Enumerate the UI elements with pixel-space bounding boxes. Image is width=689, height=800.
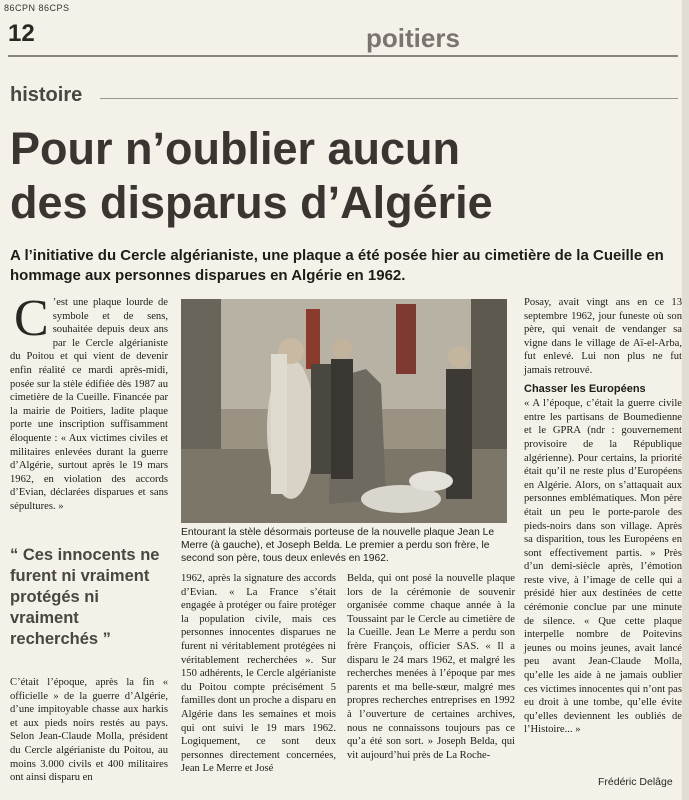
pull-quote xyxy=(10,545,170,650)
rubric-label: histoire xyxy=(10,84,83,106)
article-column-2 xyxy=(181,572,336,777)
pull-quote-text: “ Ces innocents ne furent ni vraiment protégés ni vraiment recherchés ” xyxy=(10,546,160,648)
article-column-4 xyxy=(524,296,682,738)
paragraph: « A l’époque, c’était la guerre civile entre les partisans de Boumedienne et le GPRA (ndr : gouvernement provisoire de la République algérienne). Pour certains, la priorité était qu’il ne reste plus d’Européens en Algérie. Alors, on s’attaquait aux personnes emblématiques. Mon père était un peu le porte-parole des pieds-noirs dans son village. Après sa disparition, tous les Européens en sont effectivement partis. » Près d’un demi-siècle après, l’émotion reste vive, à l’image de celle qui a présidé hier aux destinées de cette cérémonie conclue par une minute de silence. « Que cette plaque interpelle nombre de Poitevins jeunes ou moins jeunes, avait lancé peu avant Jean-Claude Molla, qu’elle les aide à ne jamais oublier ces victimes innocentes qui n’ont pas eu droit à une tombe, qu’elle évite qu’elles deviennent les oubliés de l’Histoire... » xyxy=(524,398,682,736)
page-number: 12 xyxy=(8,20,35,47)
paragraph: 1962, après la signature des accords d’Evian. « La France s’était engagée à protéger ou faire protéger la population civile, mais ces personnes innocentes disparues ne furent ni véritablement protégées ni véritablement recherchées ». Sur 150 adhérents, le Cercle algérianiste du Poitou compte précisément 5 familles dont un proche a disparu en Algérie dans les semaines et mois qui ont suivi le 19 mars 1962. Logiquement, ce sont deux personnes directement concernées, Jean Le Merre et José xyxy=(181,573,336,775)
drop-cap: C xyxy=(14,290,49,347)
subheading: Chasser les Européens xyxy=(524,382,646,395)
header-rule xyxy=(8,55,678,57)
article-column-1-continued xyxy=(10,676,168,786)
paragraph: Posay, avait vingt ans en ce 13 septembre 1962, jour funeste où son père, qui venait de vendanger sa vigne dans le village de Aï-el-Arba, fut enlevé. Lui non plus ne fut jamais retrouvé. xyxy=(524,297,682,376)
standfirst: A l’initiative du Cercle algérianiste, une plaque a été posée hier au cimetière de la Cueille en hommage aux personnes disparues en Algérie en 1962. xyxy=(10,247,664,284)
ceremony-photo-image xyxy=(181,299,507,523)
article-column-3 xyxy=(347,572,515,763)
headline xyxy=(10,122,680,230)
headline-line-2: des disparus d’Algérie xyxy=(10,177,493,228)
rubric-rule xyxy=(100,98,678,99)
paragraph: C’était l’époque, après la fin « officielle » de la guerre d’Algérie, d’une impitoyable chasse aux harkis et aux pieds noirs restés au pays. Selon Jean-Claude Molla, président du Cercle algérianiste du Poitou, au moins 3.000 civils et 400 militaires ont ainsi disparu en xyxy=(10,677,168,784)
edition-codes: 86CPN 86CPS xyxy=(4,3,70,13)
article-column-1 xyxy=(10,290,168,515)
lead-paragraph-text: ’est une plaque lourde de symbole et de sens, souhaitée depuis deux ans par le Cercle algérianiste du Poitou et qui vient de devenir enfin réalité ce mardi après-midi, posée sur la stèle édifiée dès 1987 au cimetière de la Cueille. Financée par la mairie de Poitiers, ladite plaque porte une inscription suffisamment éloquente : « Aux victimes civiles et militaires enlevées durant la guerre d’Algérie, surtout après le 19 mars 1962, en violation des accords d’Evian, déclarées disparues et sans sépultures. » xyxy=(10,297,168,512)
photo-caption: Entourant la stèle désormais porteuse de la nouvelle plaque Jean Le Merre (à gauche), et Joseph Belda. Le premier a perdu son frère, le second son père, tous deux enlevés en 1962. xyxy=(181,527,495,564)
page-edge xyxy=(682,0,689,800)
author-byline: Frédéric Delâge xyxy=(598,776,673,788)
paragraph: Belda, qui ont posé la nouvelle plaque lors de la cérémonie de souvenir organisée comme chaque année à la Toussaint par le Cercle au cimetière de la Cueille. Jean Le Merre a perdu son frère François, officier SAS. « Il a disparu le 24 mars 1962, et malgré les recherches menées à l’époque par mes parents et ma belle-sœur, malgré mes propres recherches entreprises en 1992 à l’ouverture de certaines archives, nous ne connaissons toujours pas ce qu’a été son sort. » Joseph Belda, qui vit aujourd’hui près de La Roche- xyxy=(347,573,515,761)
ceremony-photo xyxy=(181,299,507,523)
lead-paragraph xyxy=(10,290,168,514)
headline-line-1: Pour n’oublier aucun xyxy=(10,123,461,174)
section-title: poitiers xyxy=(366,23,460,53)
